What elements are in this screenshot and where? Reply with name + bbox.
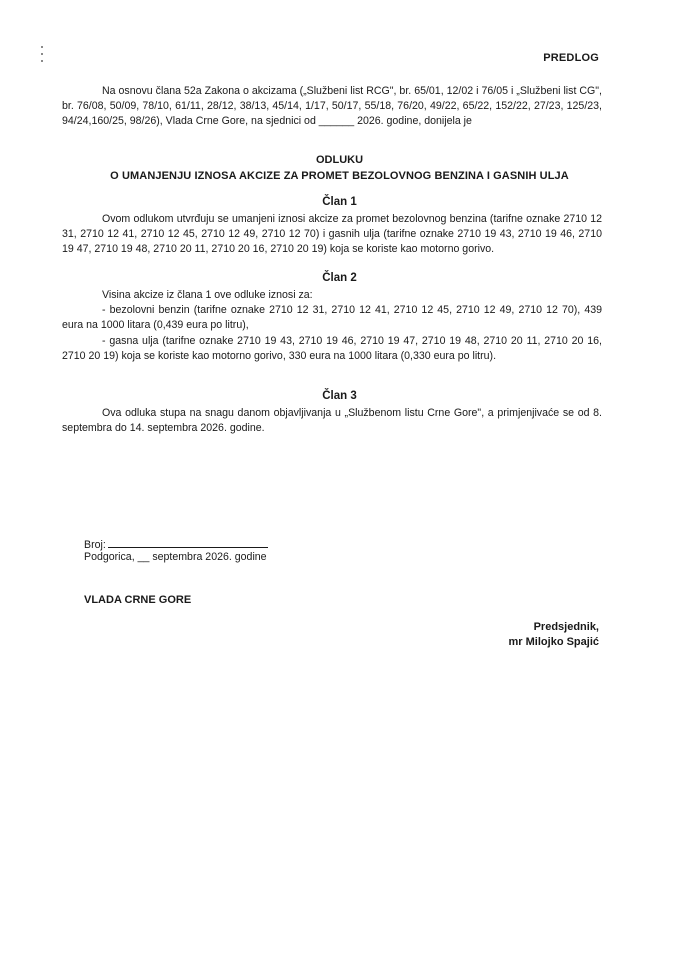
reference-number (84, 537, 268, 551)
scan-mark (41, 46, 43, 48)
signature-block (509, 620, 599, 650)
reference-number-blank (108, 537, 268, 548)
article-2-intro: Visina akcize iz člana 1 ove odluke iznosi za: (102, 289, 313, 301)
article-2-diesel-item: - gasna ulja (tarifne oznake 2710 19 43, 2710 19 46, 2710 19 47, 2710 19 48, 2710 20 11, 2710 20 16, 2710 20 19) koja se koriste kao motorno gorivo, 330 eura na 1000 litara (0,330 eura po litru). (62, 334, 602, 362)
reference-number-label: Broj: (84, 539, 106, 551)
government-name: VLADA CRNE GORE (84, 594, 192, 606)
signatory-name: mr Milojko Spajić (508, 636, 599, 648)
article-3-heading: Član 3 (322, 390, 357, 402)
scan-mark (41, 53, 43, 55)
signatory-title: Predsjednik, (533, 621, 599, 633)
article-2-petrol-item: - bezolovni benzin (tarifne oznake 2710 12 31, 2710 12 41, 2710 12 45, 2710 12 49, 2710 12 70), 439 eura na 1000 litara (0,439 eura po litru), (62, 304, 602, 332)
article-3-text: Ova odluka stupa na snagu danom objavljivanja u „Službenom listu Crne Gore", a primjenjivaće se od 8. septembra do 14. septembra 2026. godine. (62, 407, 602, 435)
decision-subtitle: O UMANJENJU IZNOSA AKCIZE ZA PROMET BEZOLOVNOG BENZINA I GASNIH ULJA (110, 170, 569, 182)
scan-mark (41, 60, 43, 62)
draft-label: PREDLOG (543, 52, 599, 64)
decision-title: ODLUKU (315, 154, 364, 166)
preamble-text: Na osnovu člana 52a Zakona o akcizama („Službeni list RCG", br. 65/01, 12/02 i 76/05 i „Službeni list CG", br. 76/08, 50/09, 78/10, 61/11, 28/12, 38/13, 45/14, 1/17, 50/17, 55/18, 76/20, 49/22, 65/22, 152/22, 27/23, 125/23, 94/24,160/25, 98/26), Vlada Crne Gore, na sjednici od ______ 2026. godine, donijela je (62, 85, 602, 128)
article-2-body (62, 288, 602, 364)
article-2-heading: Član 2 (322, 272, 357, 284)
place-date: Podgorica, __ septembra 2026. godine (84, 551, 267, 563)
article-1-text: Ovom odlukom utvrđuju se umanjeni iznosi akcize za promet bezolovnog benzina (tarifne oznake 2710 12 31, 2710 12 41, 2710 12 45, 2710 12 49, 2710 12 70) i gasnih ulja (tarifne oznake 2710 19 43, 2710 19 46, 2710 19 47, 2710 19 48, 2710 20 11, 2710 20 16, 2710 20 19) koja se koriste kao motorno gorivo. (62, 213, 602, 256)
article-1-heading: Član 1 (322, 196, 357, 208)
